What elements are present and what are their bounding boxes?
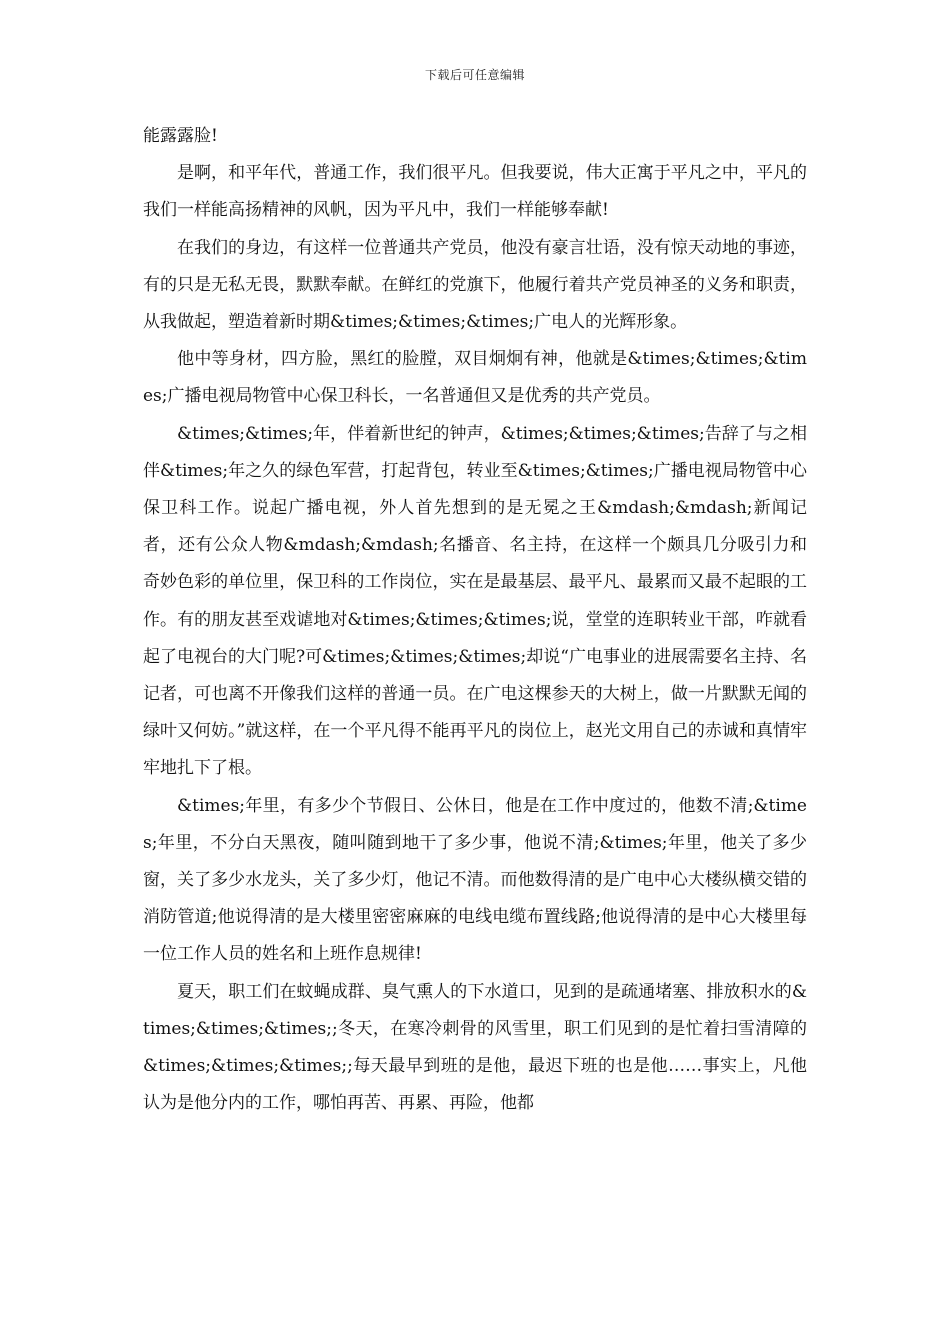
paragraph-2: 是啊，和平年代，普通工作，我们很平凡。但我要说，伟大正寓于平凡之中，平凡的我们一样能高扬精神的风帆，因为平凡中，我们一样能够奉献! (143, 163, 807, 221)
document-body (143, 118, 807, 1122)
paragraph-6: &times;年里，有多少个节假日、公休日，他是在工作中度过的，他数不清;&times;年里，不分白天黑夜，随叫随到地干了多少事，他说不清;&times;年里，他关了多少窗，关了多少水龙头，关了多少灯，他记不清。而他数得清的是广电中心大楼纵横交错的消防管道;他说得清的是大楼里密密麻麻的电线电缆布置线路;他说得清的是中心大楼里每一位工作人员的姓名和上班作息规律! (143, 795, 807, 965)
page-header: 下载后可任意编辑 (424, 68, 525, 82)
paragraph-7: 夏天，职工们在蚊蝇成群、臭气熏人的下水道口，见到的是疏通堵塞、排放积水的&times;&times;&times;;冬天，在寒冷刺骨的风雪里，职工们见到的是忙着扫雪清障的&times;&times;&times;;每天最早到班的是他，最迟下班的也是他……事实上，凡他认为是他分内的工作，哪怕再苦、再累、再险，他都 (143, 981, 807, 1114)
paragraph-5: &times;&times;年，伴着新世纪的钟声，&times;&times;&times;告辞了与之相伴&times;年之久的绿色军营，打起背包，转业至&times;&times;广播电视局物管中心保卫科工作。说起广播电视，外人首先想到的是无冕之王&mdash;&mdash;新闻记者，还有公众人物&mdash;&mdash;名播音、名主持，在这样一个颇具几分吸引力和奇妙色彩的单位里，保卫科的工作岗位，实在是最基层、最平凡、最累而又最不起眼的工作。有的朋友甚至戏谑地对&times;&times;&times;说，堂堂的连职转业干部，咋就看起了电视台的大门呢?可&times;&times;&times;却说“广电事业的进展需要名主持、名记者，可也离不开像我们这样的普通一员。在广电这棵参天的大树上，做一片默默无闻的绿叶又何妨。”就这样，在一个平凡得不能再平凡的岗位上，赵光文用自己的赤诚和真情牢牢地扎下了根。 (143, 423, 807, 779)
paragraph-3: 在我们的身边，有这样一位普通共产党员，他没有豪言壮语，没有惊天动地的事迹，有的只是无私无畏，默默奉献。在鲜红的党旗下，他履行着共产党员神圣的义务和职责，从我做起，塑造着新时期&times;&times;&times;广电人的光辉形象。 (143, 237, 807, 333)
paragraph-1: 能露露脸! (143, 126, 218, 146)
paragraph-4: 他中等身材，四方脸，黑红的脸膛，双目炯炯有神，他就是&times;&times;&times;广播电视局物管中心保卫科长，一名普通但又是优秀的共产党员。 (143, 349, 807, 407)
